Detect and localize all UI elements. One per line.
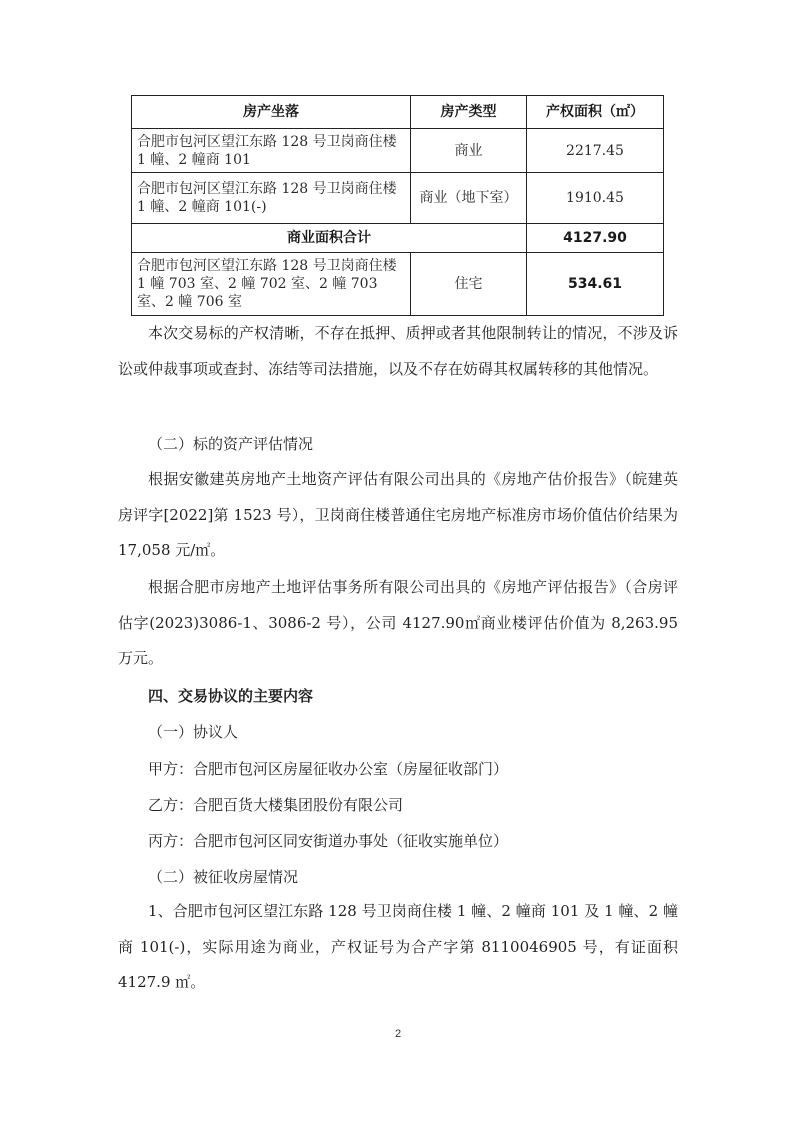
- table-row: [132, 129, 664, 173]
- property-table: [131, 95, 664, 316]
- section-heading-4-1: （一）协议人: [148, 723, 239, 741]
- paragraph-title-clear: 本次交易标的产权清晰，不存在抵押、质押或者其他限制转让的情况，不涉及诉讼或仲裁事项或查封、冻结等司法措施，以及不存在妨碍其权属转移的其他情况。: [118, 324, 678, 378]
- subtotal-row: [132, 224, 664, 253]
- paragraph-appraisal-1: 根据安徽建英房地产土地资产评估有限公司出具的《房地产估价报告》（皖建英房评字[2022]第 1523 号），卫岗商住楼普通住宅房地产标准房市场价值估价结果为 17,058 元/㎡。: [118, 470, 678, 559]
- table-header-row: [132, 96, 664, 129]
- section-heading-4: 四、交易协议的主要内容: [148, 687, 314, 705]
- party-b: 乙方：合肥百货大楼集团股份有限公司: [148, 796, 404, 814]
- paragraph-property-1: 1、合肥市包河区望江东路 128 号卫岗商住楼 1 幢、2 幢商 101 及 1 幢、2 幢商 101(-)，实际用途为商业，产权证号为合产字第 8110046905 号，有证面积 4127.9 ㎡。: [118, 902, 678, 991]
- header-location: 房产坐落: [132, 96, 411, 129]
- header-type: 房产类型: [411, 96, 527, 129]
- row-area: 1910.45: [527, 173, 664, 224]
- subtotal-value: 4127.90: [527, 224, 664, 253]
- row-location: 合肥市包河区望江东路 128 号卫岗商住楼 1 幢、2 幢商 101(-): [132, 173, 411, 224]
- row-location: 合肥市包河区望江东路 128 号卫岗商住楼 1 幢、2 幢商 101: [132, 129, 411, 173]
- subtotal-label: 商业面积合计: [132, 224, 527, 253]
- row-area: 534.61: [527, 253, 664, 316]
- section-heading-4-2: （二）被征收房屋情况: [148, 868, 299, 886]
- table-row: [132, 173, 664, 224]
- row-area: 2217.45: [527, 129, 664, 173]
- party-c: 丙方：合肥市包河区同安街道办事处（征收实施单位）: [148, 832, 509, 850]
- header-area: 产权面积（㎡）: [527, 96, 664, 129]
- row-type: 商业（地下室）: [411, 173, 527, 224]
- row-type: 住宅: [411, 253, 527, 316]
- table-row: [132, 253, 664, 316]
- party-a: 甲方：合肥市包河区房屋征收办公室（房屋征收部门）: [148, 760, 509, 778]
- row-location: 合肥市包河区望江东路 128 号卫岗商住楼 1 幢 703 室、2 幢 702 室、2 幢 703 室、2 幢 706 室: [132, 253, 411, 316]
- paragraph-appraisal-2: 根据合肥市房地产土地评估事务所有限公司出具的《房地产评估报告》（合房评估字(2023)3086-1、3086-2 号），公司 4127.90㎡商业楼评估价值为 8,263.95 万元。: [118, 578, 678, 667]
- section-heading-2-2: （二）标的资产评估情况: [148, 435, 314, 453]
- page-number: 2: [394, 1028, 402, 1040]
- row-type: 商业: [411, 129, 527, 173]
